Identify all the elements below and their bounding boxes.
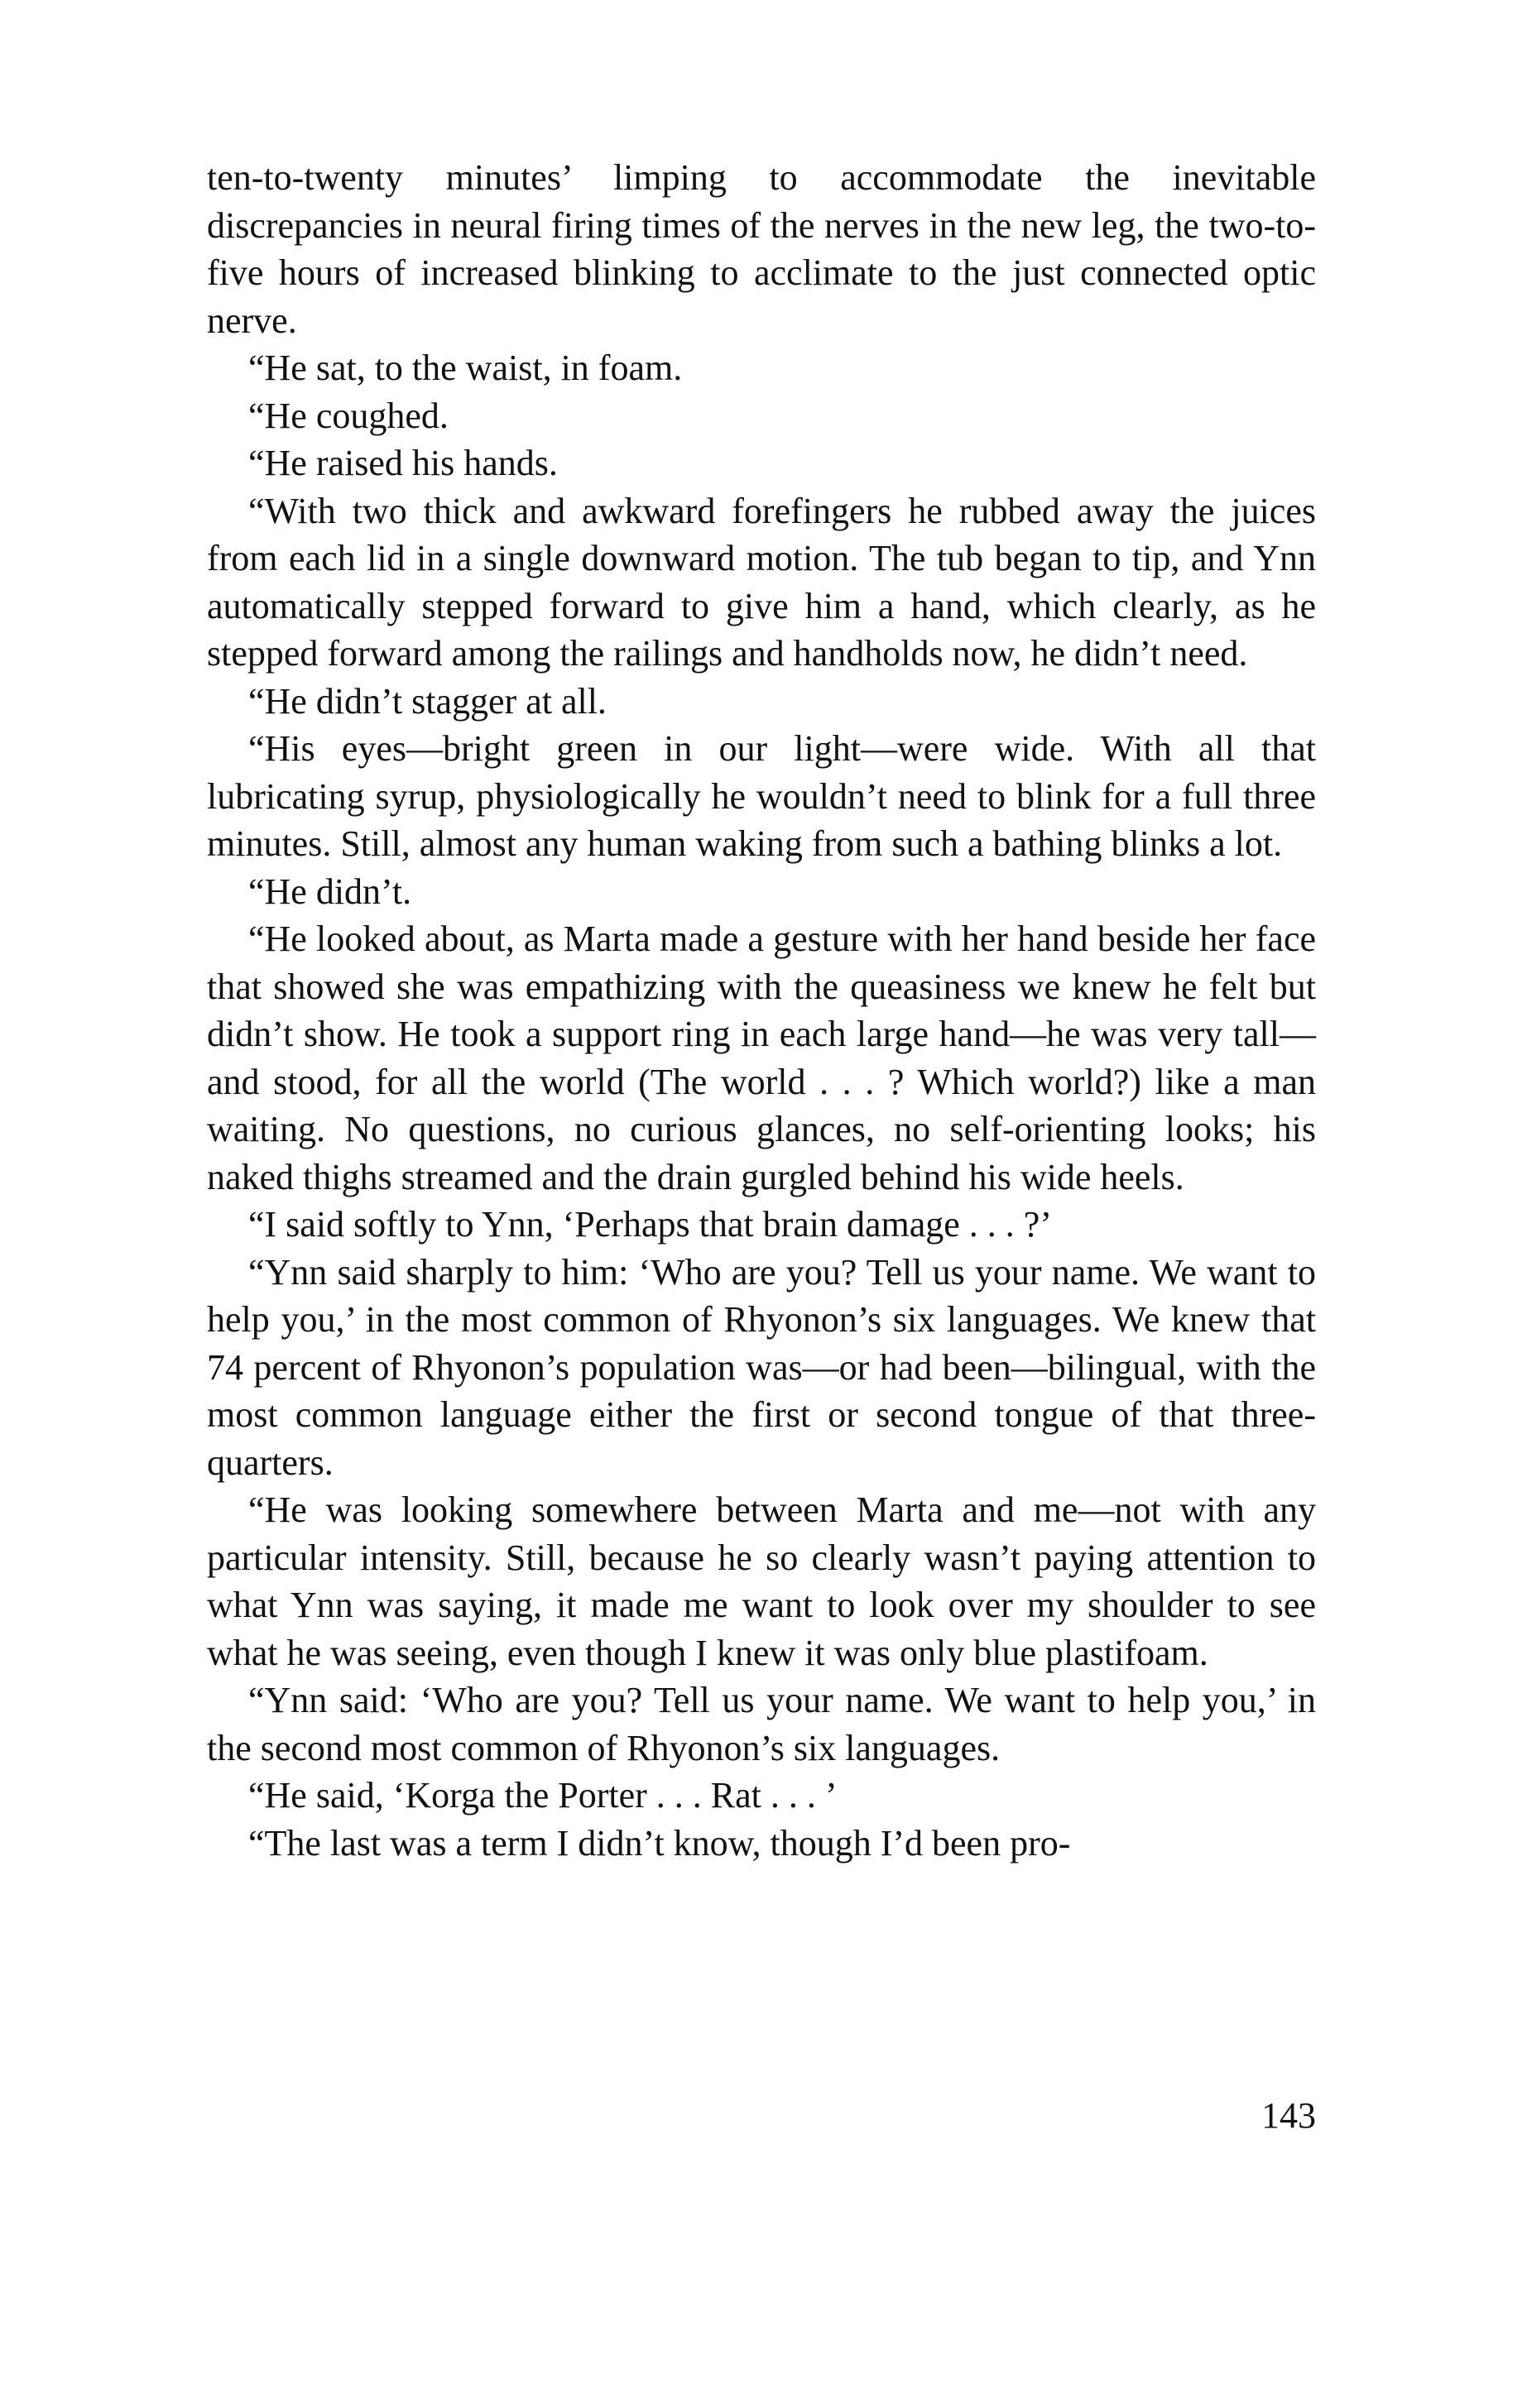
paragraph: “He raised his hands. <box>248 443 558 483</box>
paragraph: “I said softly to Ynn, ‘Perhaps that brain damage . . . ?’ <box>248 1204 1052 1245</box>
paragraph: “He didn’t stagger at all. <box>248 680 607 722</box>
paragraph: “The last was a term I didn’t know, though I’d been pro- <box>248 1822 1071 1864</box>
page-number: 143 <box>1261 2095 1316 2136</box>
body-text <box>207 154 1316 1867</box>
paragraph: “He sat, to the waist, in foam. <box>248 348 683 388</box>
paragraph: “His eyes—bright green in our light—were wide. With all that lubricating syrup, physiologically he wouldn’t need to blink for a full three minutes. Still, almost any human waking from such a bathing blinks a lot. <box>207 728 1316 864</box>
paragraph: “With two thick and awkward forefingers he rubbed away the juices from each lid in a single downward motion. The tub began to tip, and Ynn automatically stepped forward to give him a hand, which clearly, as he stepped forward among the railings and handholds now, he didn’t need. <box>207 490 1316 674</box>
paragraph: ten-to-twenty minutes’ limping to accommodate the inevitable discrepancies in neural firing times of the nerves in the new leg, the two-to-five hours of increased blinking to acclimate to the just connected optic nerve. <box>207 157 1316 341</box>
paragraph: “He didn’t. <box>248 871 412 912</box>
paragraph: “Ynn said sharply to him: ‘Who are you? Tell us your name. We want to help you,’ in the most common of Rhyonon’s six languages. We knew that 74 percent of Rhyonon’s population was—or had been—bilingual, with the most common language either the first or second tongue of that three-quarters. <box>207 1251 1316 1483</box>
paragraph: “He said, ‘Korga the Porter . . . Rat . . . ’ <box>248 1775 838 1816</box>
paragraph: “Ynn said: ‘Who are you? Tell us your name. We want to help you,’ in the second most common of Rhyonon’s six languages. <box>207 1680 1316 1768</box>
paragraph: “He coughed. <box>248 395 449 436</box>
paragraph: “He was looking somewhere between Marta and me—not with any particular intensity. Still, because he so clearly wasn’t paying attention to what Ynn was saying, it made me want to look over my shoulder to see what he was seeing, even though I knew it was only blue plastifoam. <box>207 1489 1316 1673</box>
paragraph: “He looked about, as Marta made a gesture with her hand beside her face that showed she was empathizing with the queasiness we knew he felt but didn’t show. He took a support ring in each large hand—he was very tall—and stood, for all the world (The world . . . ? Which world?) like a man waiting. No questions, no curious glances, no self-orienting looks; his naked thighs streamed and the drain gurgled behind his wide heels. <box>207 919 1316 1197</box>
